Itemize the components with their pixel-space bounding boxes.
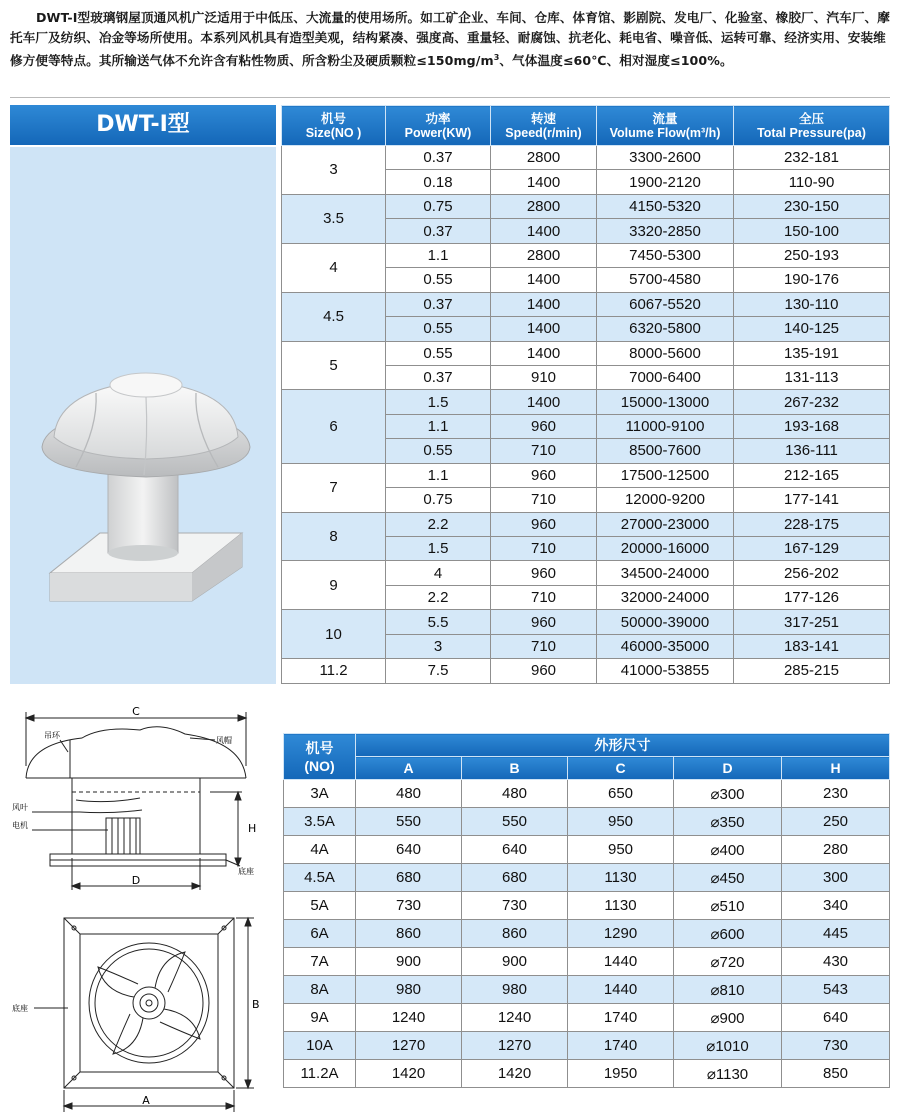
power-cell: 1.5 bbox=[386, 537, 491, 561]
total-pressure-cell: 131-113 bbox=[734, 365, 890, 389]
speed-cell: 2800 bbox=[491, 243, 597, 267]
total-pressure-cell: 140-125 bbox=[734, 317, 890, 341]
dim-column-header: H bbox=[782, 757, 890, 780]
volume-flow-cell: 46000-35000 bbox=[597, 634, 734, 658]
dimension-row bbox=[284, 920, 890, 948]
header-size: 机号 Size(NO ) bbox=[282, 106, 386, 146]
dimension-cell: 480 bbox=[462, 780, 568, 808]
total-pressure-cell: 130-110 bbox=[734, 292, 890, 316]
divider-line bbox=[10, 97, 890, 98]
volume-flow-cell: 17500-12500 bbox=[597, 463, 734, 487]
total-pressure-cell: 135-191 bbox=[734, 341, 890, 365]
dimension-cell: 1270 bbox=[356, 1032, 462, 1060]
intro-paragraph bbox=[10, 8, 892, 71]
dimension-cell: 730 bbox=[356, 892, 462, 920]
size-cell: 4 bbox=[282, 243, 386, 292]
model-cell: 10A bbox=[284, 1032, 356, 1060]
size-cell: 11.2 bbox=[282, 659, 386, 683]
header-power: 功率 Power(KW) bbox=[386, 106, 491, 146]
performance-table bbox=[281, 105, 890, 684]
model-cell: 8A bbox=[284, 976, 356, 1004]
performance-row bbox=[282, 146, 890, 170]
size-cell: 5 bbox=[282, 341, 386, 390]
speed-cell: 960 bbox=[491, 659, 597, 683]
speed-cell: 710 bbox=[491, 488, 597, 512]
label-base-side: 底座 bbox=[238, 867, 254, 876]
label-motor: 电机 bbox=[12, 821, 28, 830]
total-pressure-cell: 212-165 bbox=[734, 463, 890, 487]
speed-cell: 710 bbox=[491, 585, 597, 609]
dimension-cell: 480 bbox=[356, 780, 462, 808]
dimension-cell: 550 bbox=[356, 808, 462, 836]
total-pressure-cell: 110-90 bbox=[734, 170, 890, 194]
dim-column-header: D bbox=[674, 757, 782, 780]
model-cell: 3.5A bbox=[284, 808, 356, 836]
power-cell: 5.5 bbox=[386, 610, 491, 634]
performance-row bbox=[282, 561, 890, 585]
performance-row bbox=[282, 463, 890, 487]
roof-fan-photo bbox=[36, 297, 266, 607]
dimension-cell: ⌀400 bbox=[674, 836, 782, 864]
dim-column-header: B bbox=[462, 757, 568, 780]
model-cell: 4.5A bbox=[284, 864, 356, 892]
performance-row bbox=[282, 243, 890, 267]
speed-cell: 960 bbox=[491, 414, 597, 438]
dim-header-no: 机号 (NO) bbox=[284, 734, 356, 780]
dimension-row bbox=[284, 780, 890, 808]
dimension-cell: 850 bbox=[782, 1060, 890, 1088]
size-cell: 9 bbox=[282, 561, 386, 610]
dimension-cell: 950 bbox=[568, 836, 674, 864]
total-pressure-cell: 177-126 bbox=[734, 585, 890, 609]
power-cell: 1.1 bbox=[386, 243, 491, 267]
dimension-cell: 1740 bbox=[568, 1004, 674, 1032]
power-cell: 0.75 bbox=[386, 488, 491, 512]
dimension-cell: 445 bbox=[782, 920, 890, 948]
size-cell: 3 bbox=[282, 146, 386, 195]
power-cell: 0.37 bbox=[386, 292, 491, 316]
dim-d-label: D bbox=[131, 874, 141, 887]
volume-flow-cell: 4150-5320 bbox=[597, 194, 734, 218]
dimension-cell: 640 bbox=[462, 836, 568, 864]
speed-cell: 1400 bbox=[491, 219, 597, 243]
size-cell: 6 bbox=[282, 390, 386, 463]
dimension-cell: 250 bbox=[782, 808, 890, 836]
power-cell: 0.55 bbox=[386, 439, 491, 463]
dimension-cell: 1950 bbox=[568, 1060, 674, 1088]
speed-cell: 960 bbox=[491, 561, 597, 585]
power-cell: 1.5 bbox=[386, 390, 491, 414]
power-cell: 0.37 bbox=[386, 365, 491, 389]
power-cell: 0.55 bbox=[386, 268, 491, 292]
performance-row bbox=[282, 659, 890, 683]
header-speed: 转速 Speed(r/min) bbox=[491, 106, 597, 146]
speed-cell: 2800 bbox=[491, 146, 597, 170]
dim-column-header: A bbox=[356, 757, 462, 780]
dimension-cell: ⌀810 bbox=[674, 976, 782, 1004]
volume-flow-cell: 50000-39000 bbox=[597, 610, 734, 634]
total-pressure-cell: 317-251 bbox=[734, 610, 890, 634]
product-title: DWT-Ⅰ型 bbox=[10, 105, 276, 145]
dimension-cell: 680 bbox=[462, 864, 568, 892]
volume-flow-cell: 6320-5800 bbox=[597, 317, 734, 341]
intro-text: DWT-Ⅰ型玻璃钢屋顶通风机广泛适用于中低压、大流量的使用场所。如工矿企业、车间、仓库、体育馆、影剧院、发电厂、化验室、橡胶厂、汽车厂、摩托车厂及纺织、冶金等场所使用。本系列风机具有造型美观，结构紧凑、强度高、重量轻、耐腐蚀、抗老化、耗电省、噪音低、运转可靠、经济实用、安装维修方便等特点。其所输送气体不允许含有粘性物质、所含粉尘及硬质颗粒≤150mg/m bbox=[10, 10, 890, 69]
dimension-cell: 1740 bbox=[568, 1032, 674, 1060]
speed-cell: 1400 bbox=[491, 390, 597, 414]
label-hood: 风帽 bbox=[216, 736, 232, 745]
dimension-cell: 860 bbox=[462, 920, 568, 948]
dimension-cell: 900 bbox=[356, 948, 462, 976]
dimension-cell: ⌀300 bbox=[674, 780, 782, 808]
performance-row bbox=[282, 512, 890, 536]
performance-header-row bbox=[282, 106, 890, 146]
dimension-row bbox=[284, 976, 890, 1004]
dimension-cell: ⌀900 bbox=[674, 1004, 782, 1032]
volume-flow-cell: 1900-2120 bbox=[597, 170, 734, 194]
size-cell: 3.5 bbox=[282, 194, 386, 243]
dimension-cell: ⌀1010 bbox=[674, 1032, 782, 1060]
volume-flow-cell: 7000-6400 bbox=[597, 365, 734, 389]
dimension-cell: 430 bbox=[782, 948, 890, 976]
dimension-cell: 1290 bbox=[568, 920, 674, 948]
label-base-top: 底座 bbox=[12, 1004, 28, 1013]
dimension-row bbox=[284, 892, 890, 920]
dimension-row bbox=[284, 836, 890, 864]
volume-flow-cell: 8000-5600 bbox=[597, 341, 734, 365]
speed-cell: 710 bbox=[491, 634, 597, 658]
power-cell: 1.1 bbox=[386, 414, 491, 438]
volume-flow-cell: 12000-9200 bbox=[597, 488, 734, 512]
dimension-cell: 900 bbox=[462, 948, 568, 976]
dim-a-label: A bbox=[142, 1094, 150, 1107]
dim-column-header: C bbox=[568, 757, 674, 780]
power-cell: 2.2 bbox=[386, 585, 491, 609]
dimension-cell: 1240 bbox=[356, 1004, 462, 1032]
dimension-cell: ⌀600 bbox=[674, 920, 782, 948]
dimension-cell: ⌀450 bbox=[674, 864, 782, 892]
volume-flow-cell: 20000-16000 bbox=[597, 537, 734, 561]
power-cell: 3 bbox=[386, 634, 491, 658]
volume-flow-cell: 8500-7600 bbox=[597, 439, 734, 463]
total-pressure-cell: 150-100 bbox=[734, 219, 890, 243]
speed-cell: 1400 bbox=[491, 292, 597, 316]
total-pressure-cell: 193-168 bbox=[734, 414, 890, 438]
dimension-cell: 340 bbox=[782, 892, 890, 920]
dimension-cell: 550 bbox=[462, 808, 568, 836]
total-pressure-cell: 250-193 bbox=[734, 243, 890, 267]
volume-flow-cell: 27000-23000 bbox=[597, 512, 734, 536]
dimension-cell: ⌀720 bbox=[674, 948, 782, 976]
model-cell: 9A bbox=[284, 1004, 356, 1032]
total-pressure-cell: 167-129 bbox=[734, 537, 890, 561]
power-cell: 0.55 bbox=[386, 317, 491, 341]
speed-cell: 960 bbox=[491, 610, 597, 634]
power-cell: 0.37 bbox=[386, 146, 491, 170]
speed-cell: 960 bbox=[491, 463, 597, 487]
total-pressure-cell: 256-202 bbox=[734, 561, 890, 585]
speed-cell: 710 bbox=[491, 439, 597, 463]
performance-row bbox=[282, 194, 890, 218]
power-cell: 0.75 bbox=[386, 194, 491, 218]
volume-flow-cell: 3300-2600 bbox=[597, 146, 734, 170]
product-photo-panel bbox=[10, 147, 276, 684]
dimension-cell: ⌀1130 bbox=[674, 1060, 782, 1088]
volume-flow-cell: 7450-5300 bbox=[597, 243, 734, 267]
volume-flow-cell: 3320-2850 bbox=[597, 219, 734, 243]
header-total-pressure: 全压 Total Pressure(pa) bbox=[734, 106, 890, 146]
dimension-table bbox=[283, 733, 890, 1088]
volume-flow-cell: 32000-24000 bbox=[597, 585, 734, 609]
size-cell: 4.5 bbox=[282, 292, 386, 341]
dimension-cell: 1130 bbox=[568, 892, 674, 920]
model-cell: 7A bbox=[284, 948, 356, 976]
volume-flow-cell: 34500-24000 bbox=[597, 561, 734, 585]
label-impeller: 风叶 bbox=[12, 803, 28, 812]
power-cell: 4 bbox=[386, 561, 491, 585]
dimension-cell: 1240 bbox=[462, 1004, 568, 1032]
dimension-cell: 650 bbox=[568, 780, 674, 808]
dimension-cell: 1420 bbox=[356, 1060, 462, 1088]
total-pressure-cell: 232-181 bbox=[734, 146, 890, 170]
dim-c-label: C bbox=[132, 705, 140, 718]
dimension-cell: 1420 bbox=[462, 1060, 568, 1088]
dimension-row bbox=[284, 808, 890, 836]
dimension-cell: 1440 bbox=[568, 976, 674, 1004]
performance-row bbox=[282, 341, 890, 365]
power-cell: 1.1 bbox=[386, 463, 491, 487]
side-view-drawing bbox=[10, 700, 278, 890]
speed-cell: 2800 bbox=[491, 194, 597, 218]
dimension-cell: 1270 bbox=[462, 1032, 568, 1060]
performance-row bbox=[282, 390, 890, 414]
total-pressure-cell: 190-176 bbox=[734, 268, 890, 292]
dimension-cell: 950 bbox=[568, 808, 674, 836]
total-pressure-cell: 177-141 bbox=[734, 488, 890, 512]
dim-header-group: 外形尺寸 bbox=[356, 734, 890, 757]
volume-flow-cell: 6067-5520 bbox=[597, 292, 734, 316]
power-cell: 0.37 bbox=[386, 219, 491, 243]
dim-b-label: B bbox=[252, 998, 260, 1011]
total-pressure-cell: 285-215 bbox=[734, 659, 890, 683]
power-cell: 0.18 bbox=[386, 170, 491, 194]
dimension-header-row-2 bbox=[284, 757, 890, 780]
label-lifting-ring: 吊环 bbox=[44, 731, 60, 740]
dimension-row bbox=[284, 1032, 890, 1060]
dimension-cell: 860 bbox=[356, 920, 462, 948]
power-cell: 2.2 bbox=[386, 512, 491, 536]
size-cell: 8 bbox=[282, 512, 386, 561]
volume-flow-cell: 41000-53855 bbox=[597, 659, 734, 683]
speed-cell: 910 bbox=[491, 365, 597, 389]
model-cell: 6A bbox=[284, 920, 356, 948]
volume-flow-cell: 15000-13000 bbox=[597, 390, 734, 414]
dimension-row bbox=[284, 1004, 890, 1032]
performance-row bbox=[282, 292, 890, 316]
dimension-row bbox=[284, 948, 890, 976]
volume-flow-cell: 11000-9100 bbox=[597, 414, 734, 438]
dimension-cell: ⌀510 bbox=[674, 892, 782, 920]
volume-flow-cell: 5700-4580 bbox=[597, 268, 734, 292]
dimension-cell: 280 bbox=[782, 836, 890, 864]
speed-cell: 1400 bbox=[491, 268, 597, 292]
speed-cell: 1400 bbox=[491, 341, 597, 365]
intro-text-end: 、气体温度≤60℃、相对湿度≤100%。 bbox=[499, 53, 733, 69]
dimension-header-row-1 bbox=[284, 734, 890, 757]
dimension-cell: 1440 bbox=[568, 948, 674, 976]
dimension-cell: 730 bbox=[782, 1032, 890, 1060]
intro-superscript: 3 bbox=[493, 53, 500, 62]
total-pressure-cell: 228-175 bbox=[734, 512, 890, 536]
dimension-cell: 640 bbox=[356, 836, 462, 864]
top-view-drawing bbox=[10, 908, 278, 1116]
dimension-cell: 980 bbox=[356, 976, 462, 1004]
dimension-cell: 230 bbox=[782, 780, 890, 808]
total-pressure-cell: 230-150 bbox=[734, 194, 890, 218]
model-cell: 5A bbox=[284, 892, 356, 920]
model-cell: 3A bbox=[284, 780, 356, 808]
dimension-row bbox=[284, 864, 890, 892]
power-cell: 0.55 bbox=[386, 341, 491, 365]
model-cell: 11.2A bbox=[284, 1060, 356, 1088]
performance-row bbox=[282, 610, 890, 634]
model-cell: 4A bbox=[284, 836, 356, 864]
dim-h-label: H bbox=[248, 822, 257, 835]
dimension-cell: 640 bbox=[782, 1004, 890, 1032]
power-cell: 7.5 bbox=[386, 659, 491, 683]
dimension-cell: 730 bbox=[462, 892, 568, 920]
header-volume-flow: 流量 Volume Flow(m³/h) bbox=[597, 106, 734, 146]
size-cell: 7 bbox=[282, 463, 386, 512]
speed-cell: 710 bbox=[491, 537, 597, 561]
speed-cell: 1400 bbox=[491, 317, 597, 341]
dimension-cell: 1130 bbox=[568, 864, 674, 892]
total-pressure-cell: 183-141 bbox=[734, 634, 890, 658]
dimension-cell: 980 bbox=[462, 976, 568, 1004]
dimension-cell: ⌀350 bbox=[674, 808, 782, 836]
dimension-row bbox=[284, 1060, 890, 1088]
speed-cell: 960 bbox=[491, 512, 597, 536]
dimension-cell: 300 bbox=[782, 864, 890, 892]
speed-cell: 1400 bbox=[491, 170, 597, 194]
total-pressure-cell: 267-232 bbox=[734, 390, 890, 414]
size-cell: 10 bbox=[282, 610, 386, 659]
dimension-cell: 543 bbox=[782, 976, 890, 1004]
dimension-cell: 680 bbox=[356, 864, 462, 892]
total-pressure-cell: 136-111 bbox=[734, 439, 890, 463]
